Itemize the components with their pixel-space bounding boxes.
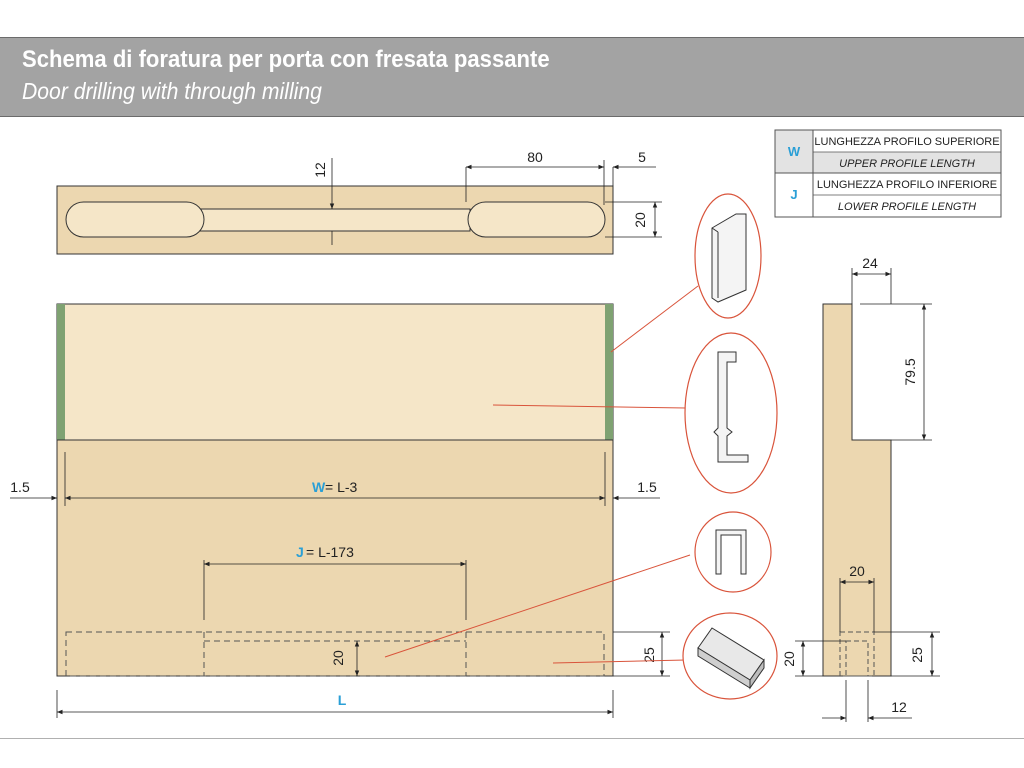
legend-j-english: LOWER PROFILE LENGTH bbox=[837, 201, 977, 213]
dim-1-5-right: 1.5 bbox=[637, 479, 657, 495]
title-english: Door drilling with through milling bbox=[22, 78, 322, 104]
left-edge-strip bbox=[57, 304, 65, 440]
j-formula: = L-173 bbox=[306, 544, 354, 560]
glass-panel bbox=[57, 304, 613, 440]
dim-79-5: 79.5 bbox=[902, 358, 918, 386]
callout-upper-profile bbox=[695, 194, 761, 318]
w-formula: = L-3 bbox=[325, 479, 358, 495]
w-key-label: W bbox=[312, 479, 326, 495]
dim-24: 24 bbox=[862, 255, 878, 271]
right-slot bbox=[468, 202, 605, 237]
dim-20-groove: 20 bbox=[330, 650, 346, 666]
top-channel bbox=[200, 209, 470, 231]
dim-12-side: 12 bbox=[891, 699, 907, 715]
l-key-label: L bbox=[337, 692, 347, 708]
callout-glass-profile bbox=[685, 333, 777, 493]
legend-key-j: J bbox=[790, 187, 798, 202]
front-view bbox=[10, 304, 670, 718]
title-italian: Schema di foratura per porta con fresata passante bbox=[22, 46, 550, 73]
legend-key-w: W bbox=[787, 144, 801, 159]
bottom-divider bbox=[0, 738, 1024, 739]
dim-20-side-top: 20 bbox=[849, 563, 865, 579]
callout-lower-profile bbox=[695, 512, 771, 592]
callout-guide-block bbox=[683, 613, 777, 768]
side-section bbox=[781, 255, 940, 722]
j-key-label: J bbox=[296, 544, 304, 560]
legend-table bbox=[775, 130, 1001, 217]
legend-w-italian: LUNGHEZZA PROFILO SUPERIORE bbox=[814, 136, 1000, 148]
dim-20-side-left: 20 bbox=[781, 651, 797, 667]
right-edge-strip bbox=[605, 304, 613, 440]
legend-w-english: UPPER PROFILE LENGTH bbox=[839, 158, 975, 170]
dim-25-groove: 25 bbox=[641, 647, 657, 663]
dim-20-top: 20 bbox=[632, 212, 648, 228]
dim-12: 12 bbox=[312, 162, 328, 178]
dim-25-side: 25 bbox=[909, 647, 925, 663]
top-view bbox=[57, 149, 662, 254]
left-slot bbox=[66, 202, 204, 237]
dim-5: 5 bbox=[638, 149, 646, 165]
legend-j-italian: LUNGHEZZA PROFILO INFERIORE bbox=[816, 179, 998, 191]
side-section-profile bbox=[823, 304, 891, 676]
dim-80: 80 bbox=[527, 149, 543, 165]
dim-1-5-left: 1.5 bbox=[10, 479, 30, 495]
